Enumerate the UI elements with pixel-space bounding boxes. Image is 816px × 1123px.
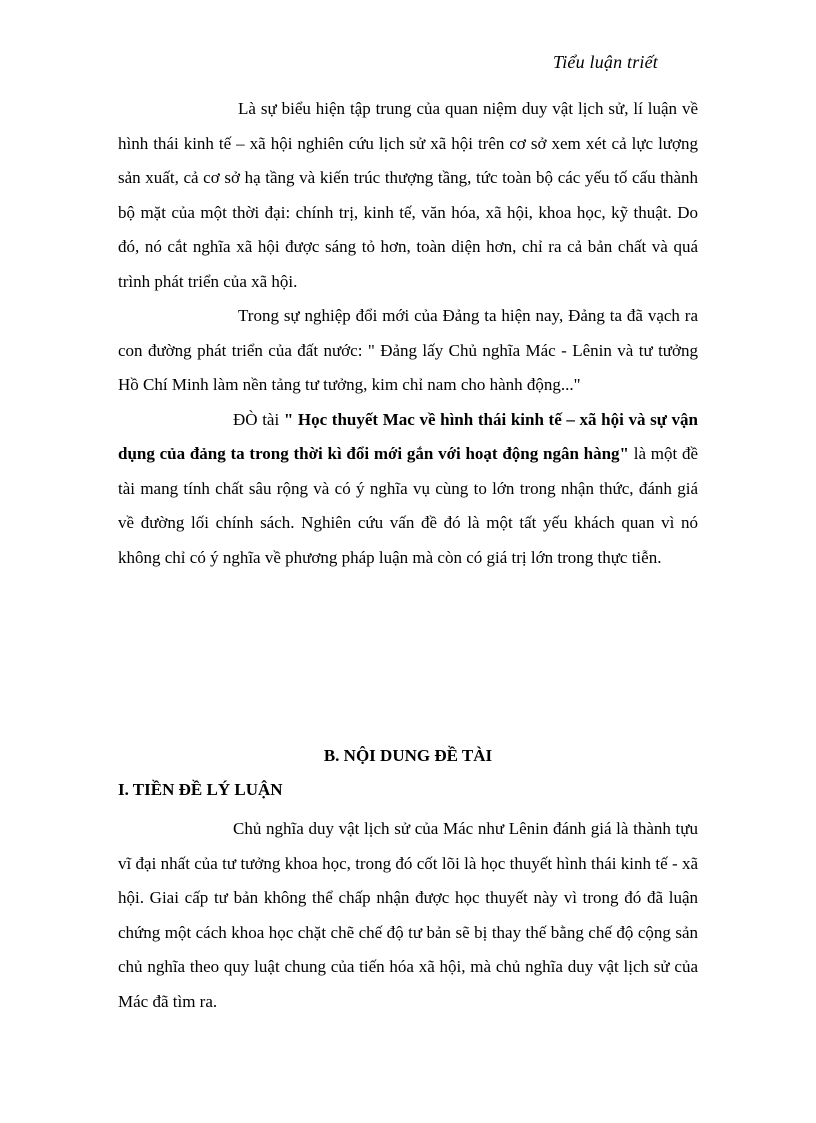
section-i-heading: I. TIỀN ĐỀ LÝ LUẬN bbox=[118, 780, 283, 799]
intro-section bbox=[118, 92, 698, 575]
section-b-heading: B. NỘI DUNG ĐỀ TÀI bbox=[323, 746, 493, 765]
section-i-paragraph-1: Chủ nghĩa duy vật lịch sử của Mác như Lênin đánh giá là thành tựu vĩ đại nhất của tư tưởng khoa học, trong đó cốt lõi là học thuyết hình thái kinh tế - xã hội. Giai cấp tư bản không thể chấp nhận được học thuyết này vì trong đó đã luận chứng một cách khoa học chặt chẽ chế độ tư bản sẽ bị thay thế bằng chế độ cộng sản chủ nghĩa theo quy luật chung của tiến hóa xã hội, mà chủ nghĩa duy vật lịch sử của Mác đã tìm ra. bbox=[118, 819, 698, 1011]
topic-title: " Học thuyết Mac về hình thái kinh tế – xã hội và sự vận dụng của đảng ta trong thời kì đổi mới gắn với hoạt động ngân hàng" bbox=[118, 409, 699, 463]
intro-paragraph-1: Là sự biểu hiện tập trung của quan niệm duy vật lịch sử, lí luận về hình thái kinh tế – xã hội nghiên cứu lịch sử xã hội trên cơ sở xem xét cả lực lượng sản xuất, cả cơ sở hạ tầng và kiến trúc thượng tầng, tức toàn bộ các yếu tố cấu thành bộ mặt của một thời đại: chính trị, kinh tế, văn hóa, xã hội, khoa học, kỹ thuật. Do đó, nó cắt nghĩa xã hội được sáng tỏ hơn, toàn diện hơn, chỉ ra cả bản chất và quá trình phát triển của xã hội. bbox=[118, 99, 698, 291]
topic-description: là một đề tài mang tính chất sâu rộng và có ý nghĩa vụ cùng to lớn trong nhận thức, đánh giá về đường lối chính sách. Nghiên cứu vấn đề đó là một tất yếu khách quan vì nó không chỉ có ý nghĩa về phương pháp luận mà còn có giá trị lớn trong thực tiễn. bbox=[118, 444, 698, 567]
running-header: Tiểu luận triết bbox=[552, 52, 658, 72]
section-i-body bbox=[118, 812, 698, 1019]
intro-paragraph-2: Trong sự nghiệp đổi mới của Đảng ta hiện nay, Đảng ta đã vạch ra con đường phát triển của đất nước: " Đảng lấy Chủ nghĩa Mác - Lênin và tư tưởng Hồ Chí Minh làm nền tảng tư tưởng, kim chỉ nam cho hành động..." bbox=[118, 306, 698, 394]
intro-paragraph-3 bbox=[118, 403, 698, 576]
topic-lead-text: ĐÒ tài bbox=[233, 409, 284, 429]
